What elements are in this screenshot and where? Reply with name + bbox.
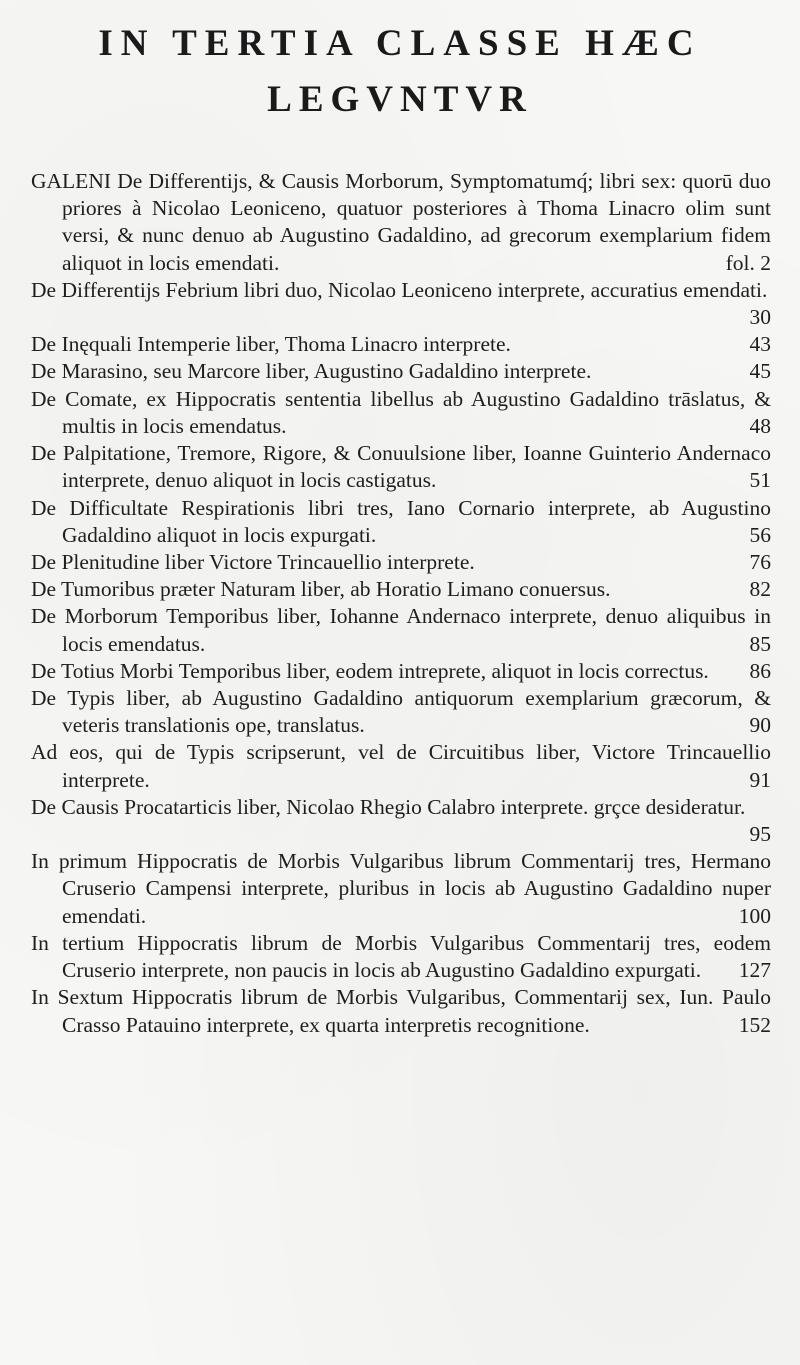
toc-entry-title: De Difficultate Respirationis libri tres, Iano Cornario interprete, ab Augustino Gadaldino aliquot in locis expurgati.: [31, 495, 771, 547]
page-heading-line-1: IN TERTIA CLASSE HÆC: [98, 23, 702, 64]
toc-entry-page-number: 152: [738, 1012, 771, 1037]
toc-entry-title: In tertium Hippocratis librum de Morbis Vulgaribus Commentarij tres, eodem Cruserio interprete, non paucis in locis ab Augustino Gadaldino expurgati.: [31, 930, 771, 983]
toc-entry-title: De Totius Morbi Temporibus liber, eodem intreprete, aliquot in locis correctus.: [31, 658, 709, 683]
toc-entry-title: De Comate, ex Hippocratis sententia libellus ab Augustino Gadaldino trāslatus, & multis in locis emendatus.: [31, 386, 771, 438]
toc-entry-title: In Sextum Hippocratis librum de Morbis Vulgaribus, Commentarij sex, Iun. Paulo Crasso Patauino interprete, ex quarta interpretis recognitione.: [31, 985, 771, 1037]
toc-entry-title: De Plenitudine liber Victore Trincauellio interprete.: [31, 549, 475, 574]
toc-entry: [31, 386, 775, 440]
toc-entry: [31, 358, 775, 385]
toc-entry-title: De Morborum Temporibus liber, Iohanne Andernaco interprete, denuo aliquibus in locis emendatus.: [31, 604, 771, 656]
toc-entry-page-number: 45: [749, 359, 771, 384]
toc-entry: [31, 168, 775, 277]
toc-entry: [31, 603, 775, 657]
toc-entry-title: De Typis liber, ab Augustino Gadaldino antiquorum exemplarium græcorum, & veteris translationis ope, translatus.: [31, 686, 771, 738]
toc-entry-title: De Palpitatione, Tremore, Rigore, & Conuulsione liber, Ioanne Guinterio Andernaco interprete, denuo aliquot in locis castigatus.: [31, 441, 771, 493]
toc-entry-title: De Tumoribus præter Naturam liber, ab Horatio Limano conuersus.: [31, 577, 611, 602]
toc-entry-title: De Causis Procatarticis liber, Nicolao Rhegio Calabro interprete. grçce desideratur.: [31, 794, 746, 819]
toc-entry-page-number: 100: [738, 903, 771, 928]
toc-entry-page-number: 56: [749, 522, 771, 547]
toc-entry-page-number: 127: [738, 958, 771, 983]
toc-entry-page-number: 30: [749, 305, 771, 330]
toc-entry-page-number: 76: [749, 549, 771, 574]
table-of-contents: [31, 168, 775, 1039]
toc-entry: [31, 739, 775, 793]
toc-entry-page-number: 90: [749, 713, 771, 738]
toc-entry-page-number: 48: [749, 413, 771, 438]
toc-entry: [31, 576, 775, 603]
toc-entry: [31, 277, 775, 331]
toc-entry: [31, 984, 775, 1038]
toc-entry-title: In primum Hippocratis de Morbis Vulgaribus librum Commentarij tres, Hermano Cruserio Campensi interprete, pluribus in locis ab Augustino Gadaldino nuper emendati.: [31, 849, 771, 928]
toc-entry-title: GALENI De Differentijs, & Causis Morborum, Symptomatumq́; libri sex: quorū duo priores à Nicolao Leoniceno, quatuor posteriores à Thoma Linacro olim sunt versi, & nunc denuo ab Augustino Gadaldino, ad grecorum exemplarium fidem aliquot in locis emendati.: [31, 169, 771, 275]
toc-entry-page-number: fol. 2: [725, 250, 771, 275]
toc-entry: [31, 930, 775, 984]
toc-entry-title: De Differentijs Febrium libri duo, Nicolao Leoniceno interprete, accuratius emendati.: [31, 277, 768, 302]
toc-entry: [31, 440, 775, 494]
toc-entry-title: De Marasino, seu Marcore liber, Augustino Gadaldino interprete.: [31, 359, 592, 384]
toc-entry: [31, 794, 775, 848]
toc-entry-page-number: 86: [749, 658, 771, 683]
toc-entry: [31, 331, 775, 358]
toc-entry: [31, 848, 775, 930]
toc-entry-page-number: 85: [749, 631, 771, 656]
toc-entry-page-number: 82: [749, 577, 771, 602]
toc-entry-page-number: 91: [749, 767, 771, 792]
page-heading-line-2: LEGVNTVR: [267, 79, 533, 120]
toc-entry: [31, 549, 775, 576]
toc-entry-page-number: 95: [749, 822, 771, 847]
toc-entry-page-number: 51: [749, 468, 771, 493]
toc-entry: [31, 658, 775, 685]
toc-entry-page-number: 43: [749, 332, 771, 357]
toc-entry: [31, 685, 775, 739]
toc-entry-title: Ad eos, qui de Typis scripserunt, vel de Circuitibus liber, Victore Trincauellio interprete.: [31, 740, 771, 792]
toc-entry: [31, 495, 775, 549]
toc-entry-title: De Inęquali Intemperie liber, Thoma Linacro interprete.: [31, 332, 511, 357]
